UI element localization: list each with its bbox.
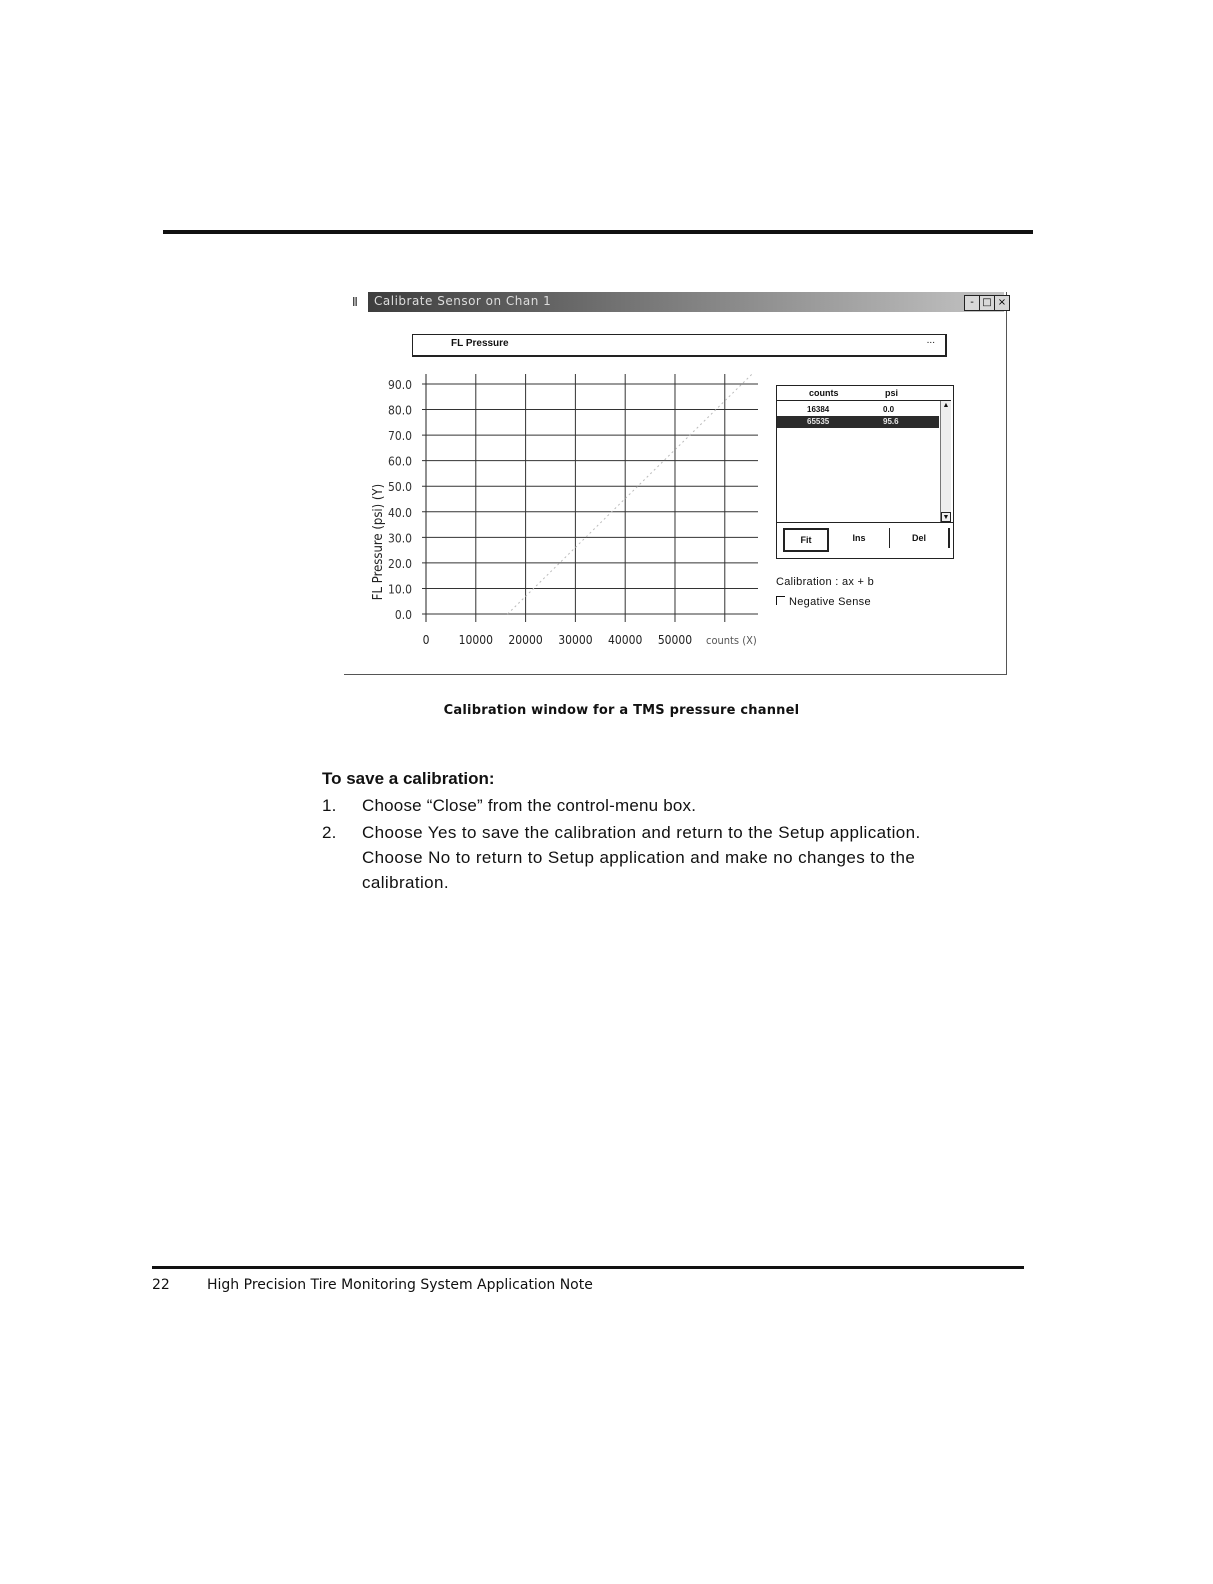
channel-browse-button[interactable]: ...: [926, 335, 935, 346]
step-number: 2.: [322, 823, 337, 842]
table-row-selected[interactable]: [777, 416, 939, 428]
step-number: 1.: [322, 796, 337, 815]
counts-header: counts: [809, 388, 839, 398]
step-2-line-2: Choose No to return to Setup application and make no changes to the: [362, 848, 916, 867]
negative-sense-checkbox[interactable]: [776, 596, 785, 605]
psi-header: psi: [885, 388, 899, 398]
plot-svg: [344, 292, 784, 662]
calibration-equation: Calibration : ax + b: [776, 576, 875, 588]
table-body: [777, 400, 951, 522]
y-tick-label: 60.0: [387, 454, 412, 469]
y-tick-label: 0.0: [394, 608, 412, 622]
scroll-down-icon[interactable]: ▼: [942, 514, 950, 521]
fit-button[interactable]: Fit: [783, 528, 829, 552]
maximize-button[interactable]: □: [979, 295, 995, 311]
footer-title: High Precision Tire Monitoring System Application Note: [207, 1277, 593, 1293]
negative-sense-option[interactable]: [776, 596, 871, 608]
channel-label: FL Pressure: [451, 338, 509, 349]
y-tick-label: 80.0: [387, 403, 412, 418]
x-tick-label: 30000: [558, 633, 593, 647]
control-menu-icon[interactable]: Ⅱ: [352, 292, 368, 312]
y-tick-label: 90.0: [387, 378, 412, 392]
del-button[interactable]: Del: [889, 528, 950, 548]
table-scrollbar[interactable]: [940, 401, 951, 522]
minimize-button[interactable]: -: [964, 295, 980, 311]
page-number: 22: [152, 1277, 170, 1293]
table-row[interactable]: [777, 404, 939, 416]
y-tick-label: 20.0: [387, 556, 412, 571]
table-buttons: [777, 522, 953, 557]
y-tick-label: 50.0: [387, 480, 412, 495]
y-axis-label: FL Pressure (psi) (Y): [371, 483, 386, 601]
x-tick-label: 20000: [508, 633, 543, 647]
row-counts: 16384: [807, 405, 830, 414]
y-tick-label: 30.0: [387, 531, 412, 546]
calibration-plot: [344, 292, 784, 667]
row-counts: 65535: [807, 417, 830, 426]
negative-sense-label: Negative Sense: [789, 596, 871, 608]
row-psi: 95.6: [883, 417, 899, 426]
table-header: [777, 386, 953, 400]
figure-caption: Calibration window for a TMS pressure channel: [443, 703, 800, 718]
close-button[interactable]: ×: [994, 295, 1010, 311]
x-tick-label: 0: [422, 633, 430, 647]
y-tick-label: 40.0: [387, 505, 412, 520]
step-text: Choose “Close” from the control-menu box.: [362, 796, 697, 815]
calibration-window: [344, 292, 1007, 675]
ins-button[interactable]: Ins: [852, 533, 866, 543]
section-title: To save a calibration:: [322, 769, 495, 788]
row-psi: 0.0: [883, 405, 895, 414]
top-rule: [163, 230, 1033, 234]
y-tick-label: 10.0: [387, 582, 412, 597]
calibration-table: [776, 385, 954, 559]
step-2-line-1: Choose Yes to save the calibration and return to the Setup application.: [362, 823, 921, 842]
scroll-up-icon[interactable]: ▲: [942, 402, 950, 409]
x-tick-label: 40000: [608, 633, 643, 647]
x-tick-label: 50000: [657, 633, 693, 647]
window-title: Calibrate Sensor on Chan 1: [374, 294, 552, 308]
bottom-rule: [152, 1266, 1024, 1269]
y-tick-label: 70.0: [387, 429, 412, 444]
x-axis-label: counts (X): [706, 634, 757, 647]
x-tick-label: 10000: [458, 633, 493, 647]
step-2-line-3: calibration.: [362, 873, 450, 892]
